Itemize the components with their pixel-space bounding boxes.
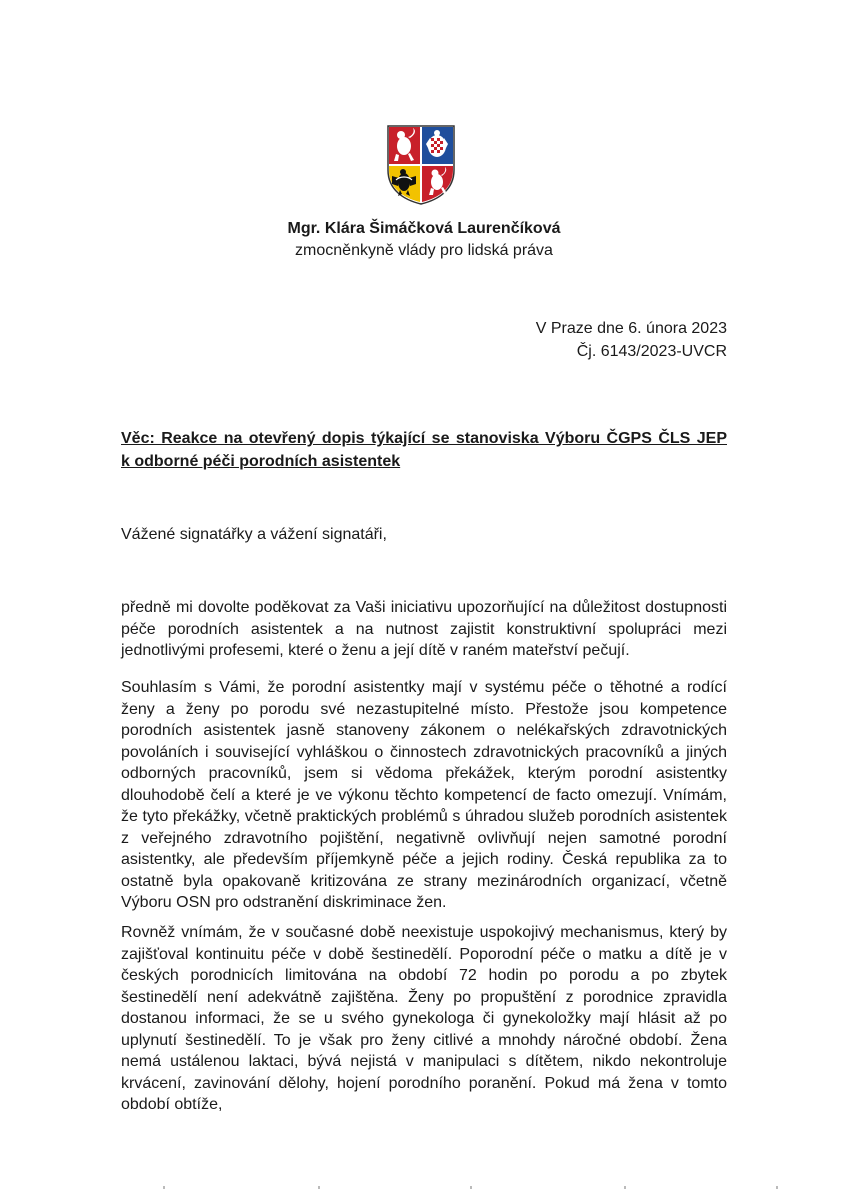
paragraph-3: Rovněž vnímám, že v současné době neexistuje uspokojivý mechanismus, který by zajišťoval kontinuitu péče v době šestinedělí. Poporodní péče o matku a dítě je v českých porodnicích limitována na období 72 hodin po porodu a po zbytek šestinedělí není adekvátně zajištěna. Ženy po propuštění z porodnice zpravidla dostanou informaci, že se u svého gynekologa či gynekoložky mají hlásit až po uplynutí šestinedělí. To je však pro ženy citlivé a mnohdy náročné období. Žena nemá ustálenou laktaci, bývá nejistá v manipulaci s dítětem, nikdo nekontroluje krvácení, zavinování dělohy, hojení porodního poranění. Pokud má žena v tomto období obtíže,	[121, 924, 727, 1113]
sender-title: zmocněnkyně vlády pro lidská práva	[295, 242, 553, 259]
page-bottom-edge	[0, 1186, 848, 1190]
reference-number: Čj. 6143/2023-UVCR	[576, 343, 727, 360]
paragraph-1: předně mi dovolte poděkovat za Vaši iniciativu upozorňující na důležitost dostupnosti péče porodních asistentek a na nutnost zajistit konstruktivní spolupráci mezi jednotlivými profesemi, které o ženu a její dítě v raném mateřství pečují.	[121, 599, 727, 659]
letter-date: V Praze dne 6. února 2023	[535, 320, 727, 337]
subject-line-1: Věc: Reakce na otevřený dopis týkající se stanoviska Výboru ČGPS ČLS JEP	[121, 430, 727, 447]
salutation: Vážené signatářky a vážení signatáři,	[121, 526, 387, 543]
sender-name: Mgr. Klára Šimáčková Laurenčíková	[287, 220, 561, 237]
subject-line-2: k odborné péči porodních asistentek	[121, 453, 401, 470]
subject-line	[121, 427, 727, 473]
state-coat-of-arms-icon	[386, 124, 456, 206]
paragraph-2: Souhlasím s Vámi, že porodní asistentky mají v systému péče o těhotné a rodící ženy a ženy po porodu své nezastupitelné místo. Přestože jsou kompetence porodních asistentek jasně stanoveny zákonem o nelékařských zdravotnických povoláních i související vyhláškou o činnostech zdravotnických pracovníků a jiných odborných pracovníků, jsem si vědoma překážek, kterým porodní asistentky dlouhodobě čelí a které je ve výkonu těchto kompetencí de facto omezují. Vnímám, že tyto překážky, včetně praktických problémů s úhradou služeb porodních asistentek z veřejného zdravotního pojištění, negativně ovlivňují nejen samotné porodní asistentky, ale především příjemkyně péče a jejich rodiny. Česká republika za to ostatně byla opakovaně kritizována ze strany mezinárodních organizací, včetně Výboru OSN pro odstranění diskriminace žen.	[121, 679, 727, 911]
